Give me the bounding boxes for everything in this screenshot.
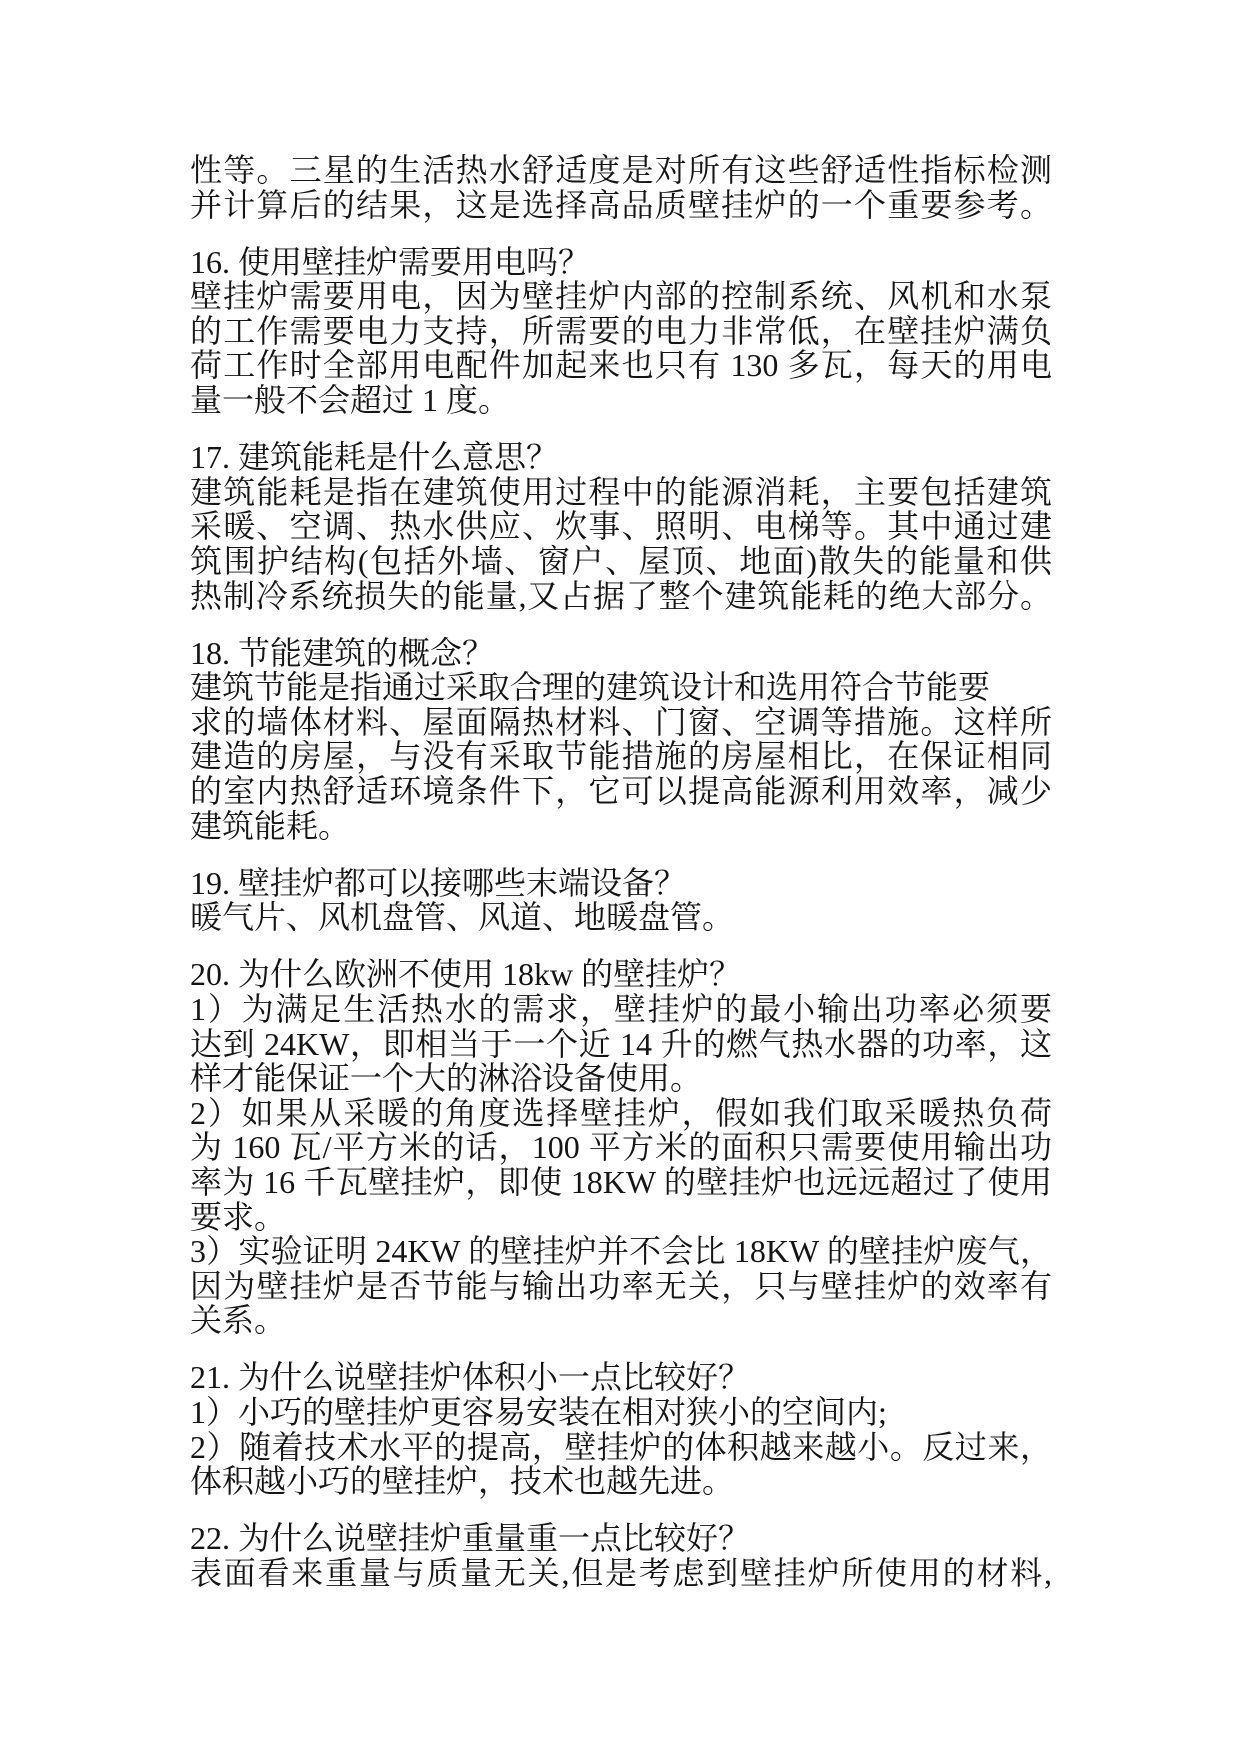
text-line: 3）实验证明 24KW 的壁挂炉并不会比 18KW 的壁挂炉废气， (190, 1233, 1052, 1270)
text-line: 1）小巧的壁挂炉更容易安装在相对狭小的空间内; (190, 1394, 887, 1430)
text-line: 建筑能耗。 (190, 807, 351, 844)
question-heading: 17. 建筑能耗是什么意思？ (190, 439, 559, 476)
text-line: 建筑节能是指通过采取合理的建筑设计和选用符合节能要 (190, 669, 991, 706)
text-line: 2）如果从采暖的角度选择壁挂炉，假如我们取采暖热负荷 (190, 1094, 1052, 1131)
text-line: 筑围护结构(包括外墙、窗户、屋顶、地面)散失的能量和供 (190, 542, 1052, 579)
text-line: 的工作需要电力支持，所需要的电力非常低，在壁挂炉满负 (190, 312, 1052, 349)
text-line: 为 160 瓦/平方米的话，100 平方米的面积只需要使用输出功 (190, 1129, 1052, 1166)
text-line: 性等。三星的生活热水舒适度是对所有这些舒适性指标检测 (190, 152, 1052, 188)
text-line: 采暖、空调、热水供应、炊事、照明、电梯等。其中通过建 (190, 508, 1052, 545)
question-heading: 18. 节能建筑的概念？ (190, 634, 495, 671)
text-line: 达到 24KW，即相当于一个近 14 升的燃气热水器的功率，这 (190, 1025, 1052, 1062)
continued-paragraph (190, 153, 1052, 222)
document-body (190, 153, 1052, 1590)
text-line: 壁挂炉需要用电，因为壁挂炉内部的控制系统、风机和水泵 (190, 278, 1052, 315)
faq-section-19 (190, 866, 1052, 935)
text-line: 量一般不会超过 1 度。 (190, 382, 511, 419)
text-line: 1）为满足生活热水的需求，壁挂炉的最小输出功率必须要 (190, 990, 1052, 1027)
faq-section-20 (190, 957, 1052, 1338)
faq-section-18 (190, 636, 1052, 844)
question-heading: 19. 壁挂炉都可以接哪些末端设备？ (190, 864, 687, 901)
text-line: 热制冷系统损失的能量,又占据了整个建筑能耗的绝大部分。 (190, 577, 1052, 614)
text-line: 荷工作时全部用电配件加起来也只有 130 多瓦，每天的用电 (190, 347, 1052, 384)
text-line: 因为壁挂炉是否节能与输出功率无关，只与壁挂炉的效率有 (190, 1267, 1052, 1304)
faq-section-22 (190, 1521, 1052, 1590)
text-line: 求的墙体材料、屋面隔热材料、门窗、空调等措施。这样所 (190, 703, 1052, 740)
question-heading: 20. 为什么欧洲不使用 18kw 的壁挂炉？ (190, 956, 742, 993)
text-line: 关系。 (190, 1302, 287, 1339)
question-heading: 21. 为什么说壁挂炉体积小一点比较好？ (190, 1359, 751, 1396)
text-line: 并计算后的结果，这是选择高品质壁挂炉的一个重要参考。 (190, 186, 1052, 223)
text-line: 的室内热舒适环境条件下，它可以提高能源利用效率，减少 (190, 773, 1052, 809)
text-line: 要求。 (190, 1198, 287, 1235)
text-line: 表面看来重量与质量无关,但是考虑到壁挂炉所使用的材料, (190, 1554, 1052, 1591)
text-line: 样才能保证一个大的淋浴设备使用。 (190, 1060, 703, 1097)
text-line: 2）随着技术水平的提高，壁挂炉的体积越来越小。反过来， (190, 1428, 1052, 1465)
faq-section-16 (190, 245, 1052, 418)
question-heading: 16. 使用壁挂炉需要用电吗？ (190, 243, 591, 280)
question-heading: 22. 为什么说壁挂炉重量重一点比较好？ (190, 1520, 751, 1557)
text-line: 暖气片、风机盘管、风道、地暖盘管。 (190, 899, 735, 936)
text-line: 建筑能耗是指在建筑使用过程中的能源消耗，主要包括建筑 (190, 473, 1052, 510)
text-line: 率为 16 千瓦壁挂炉，即使 18KW 的壁挂炉也远远超过了使用 (190, 1163, 1052, 1200)
text-line: 建造的房屋，与没有采取节能措施的房屋相比，在保证相同 (190, 738, 1052, 775)
faq-section-17 (190, 440, 1052, 613)
text-line: 体积越小巧的壁挂炉，技术也越先进。 (190, 1463, 735, 1500)
faq-section-21 (190, 1360, 1052, 1498)
